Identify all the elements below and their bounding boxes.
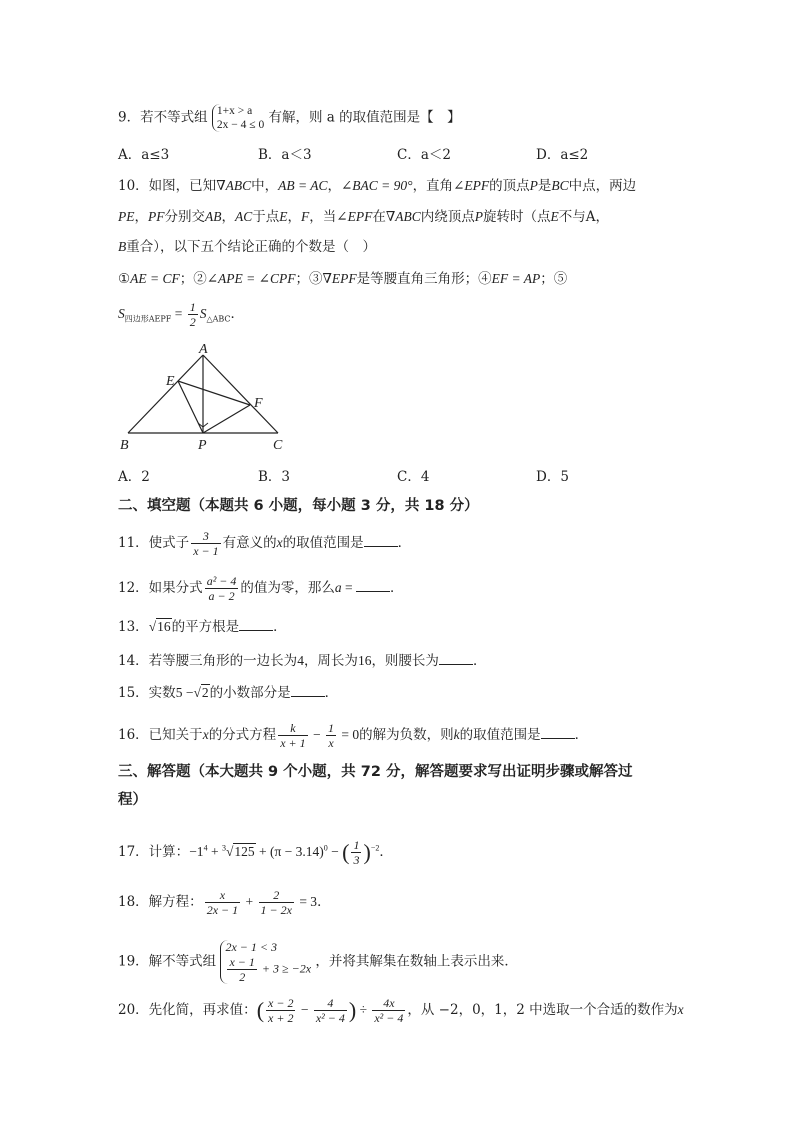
side-ab <box>128 355 203 433</box>
answer-blank[interactable] <box>439 652 473 665</box>
label-b: B <box>120 438 129 453</box>
question-15: 15．实数5 −√2的小数部分是 ． <box>118 685 339 701</box>
question-12: 12．如果分式 $\frac{\text{a² − 4}}{a - 2}$ 的值为零，那么a = ． <box>118 574 404 603</box>
q10-option-c[interactable]: C．4 <box>397 469 430 485</box>
question-18: 18．解方程： $\frac{x}{2x - 1}$ + $\frac{2}{1 - 2x}$ = 3． <box>118 888 331 917</box>
section-3-heading-line-1: 三、解答题（本大题共 9 个小题，共 72 分，解答题要求写出证明步骤或解答过 <box>118 764 633 780</box>
q10-option-a[interactable]: A．2 <box>118 469 150 485</box>
question-11: 11．使式子 $\frac{3}{x - 1}$ 有意义的x的取值范围是 ． <box>118 529 412 558</box>
question-14: 14．若等腰三角形的一边长为4，周长为16，则腰长为 ． <box>118 653 487 669</box>
question-16: 16．已知关于x的分式方程 $\frac{k}{x + 1}$ − $\frac{1}{x}$ = 0的解为负数，则k的取值范围是 ． <box>118 721 589 750</box>
question-10-line-3: B重合），以下五个结论正确的个数是（ ） <box>118 239 376 255</box>
q9-option-a[interactable]: A．a≤3 <box>118 147 170 163</box>
question-10-line-2: PE，PF分别交AB，AC于点E，F，当∠EPF在∇ABC内绕顶点P旋转时（点E不与A， <box>118 209 610 225</box>
segment-pf <box>203 405 250 433</box>
q9-option-c[interactable]: C．a＜2 <box>397 147 451 163</box>
inequality-system: 2x − 1 < 3 $\frac{x - 1}{2}$ + 3 ≥ −2x <box>220 940 311 984</box>
segment-pe <box>178 381 203 433</box>
question-13: 13．√16的平方根是 ． <box>118 619 287 635</box>
side-ac <box>203 355 278 433</box>
triangle-figure <box>118 343 298 455</box>
question-10-line-5: $S_{四边形AEPF}$ = $\frac{1}{2}$ $S_{\triangle ABC}$． <box>118 300 245 329</box>
section-2-heading: 二、填空题（本题共 6 小题，每小题 3 分，共 18 分） <box>118 498 479 514</box>
question-17: 17．计算：$-1^4 + ^3√125 + (\pi - 3.14)^0$ − ( $\frac{1}{3}$ )$^{-2}$． <box>118 838 393 867</box>
q9-option-d[interactable]: D．a≤2 <box>536 147 589 163</box>
label-c: C <box>273 438 283 453</box>
question-19: 19．解不等式组 2x − 1 < 3 $\frac{x - 1}{2}$ + 3 ≥ −2x ，并将其解集在数轴上表示出来． <box>118 940 518 984</box>
q10-option-b[interactable]: B．3 <box>258 469 291 485</box>
answer-blank[interactable] <box>356 579 390 592</box>
question-20: 20．先化简，再求值：( $\frac{x - 2}{x + 2}$ − $\frac{4}{\text{x² − 4}}$ ) ÷ $\frac{4x}{\text{x² − 4}}$ ，从 −2，0，1，2 中选取一个合适的数作为x <box>118 996 684 1025</box>
question-9: 9．若不等式组 1+x > a 2x − 4 ≤ 0 有解，则 a 的取值范围是【 】 <box>118 105 461 131</box>
answer-blank[interactable] <box>291 684 325 697</box>
q9-option-b[interactable]: B．a＜3 <box>258 147 312 163</box>
label-p: P <box>198 438 207 453</box>
inequality-system: 1+x > a 2x − 4 ≤ 0 <box>212 104 264 132</box>
label-e: E <box>166 374 175 389</box>
answer-blank[interactable] <box>239 618 273 631</box>
answer-blank[interactable] <box>541 726 575 739</box>
fraction-half: $\frac{1}{2}$ <box>189 300 196 329</box>
answer-blank[interactable] <box>364 534 398 547</box>
section-3-heading-line-2: 程） <box>118 792 147 808</box>
question-10-line-4: ①AE = CF；②∠APE = ∠CPF；③∇EPF是等腰直角三角形；④EF = AP；⑤ <box>118 271 568 287</box>
label-f: F <box>254 396 263 411</box>
q10-option-d[interactable]: D．5 <box>536 469 569 485</box>
question-10-line-1: 10．如图，已知∇ABC中，AB = AC，∠BAC = 90°，直角∠EPF的顶点P是BC中点，两边 <box>118 178 637 194</box>
label-a: A <box>199 343 208 357</box>
